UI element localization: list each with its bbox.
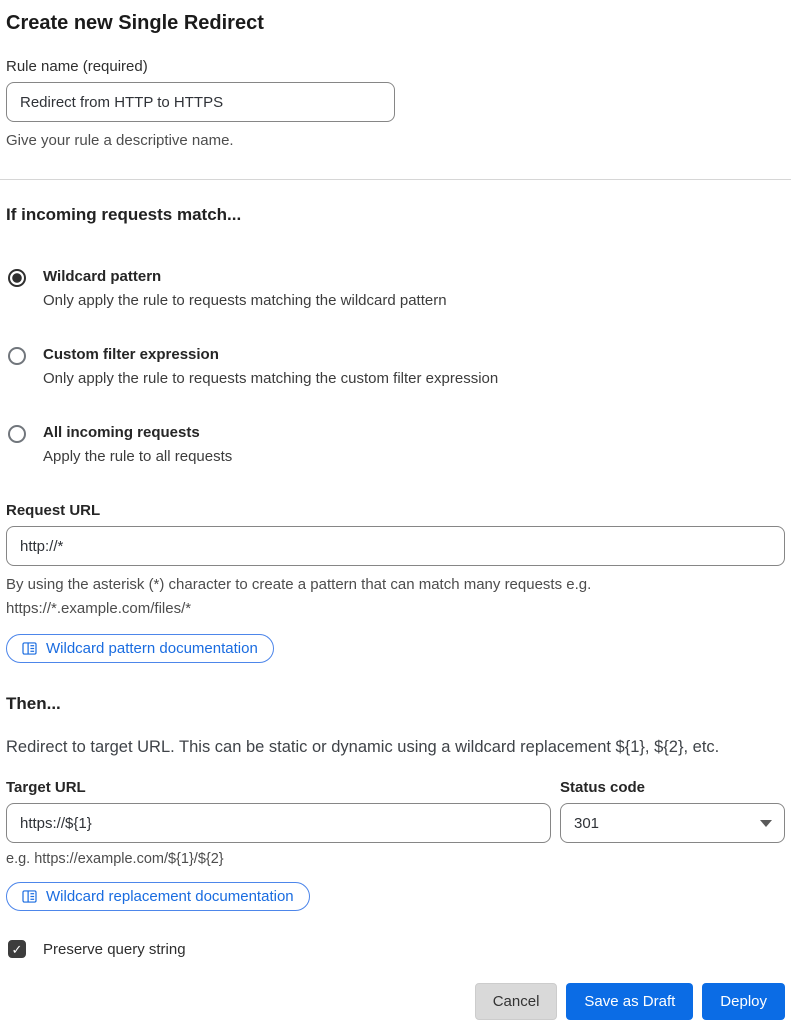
option-description: Only apply the rule to requests matching the custom filter expression xyxy=(43,370,499,387)
check-icon: ✓ xyxy=(11,941,23,957)
request-url-input[interactable] xyxy=(6,526,785,566)
doc-button-label: Wildcard pattern documentation xyxy=(46,640,258,657)
status-code-select[interactable] xyxy=(560,803,785,843)
request-url-label: Request URL xyxy=(6,502,101,519)
request-url-help-line2: https://*.example.com/files/* xyxy=(6,600,192,617)
rule-name-help: Give your rule a descriptive name. xyxy=(6,132,234,149)
open-book-icon xyxy=(22,642,37,655)
target-url-input[interactable] xyxy=(6,803,551,843)
then-description: Redirect to target URL. This can be static or dynamic using a wildcard replacement ${1}, ${2}, etc. xyxy=(6,738,720,756)
option-description: Only apply the rule to requests matching the wildcard pattern xyxy=(43,292,447,309)
option-label: Custom filter expression xyxy=(43,346,219,363)
match-radio-1[interactable] xyxy=(8,347,26,365)
doc-button-label: Wildcard replacement documentation xyxy=(46,888,294,905)
preserve-query-row[interactable] xyxy=(6,940,785,958)
match-radio-0[interactable] xyxy=(8,269,26,287)
deploy-button[interactable]: Deploy xyxy=(702,983,785,1020)
wildcard-pattern-doc-button[interactable] xyxy=(6,634,274,663)
match-radio-2[interactable] xyxy=(8,425,26,443)
save-draft-button[interactable]: Save as Draft xyxy=(566,983,693,1020)
match-section-heading: If incoming requests match... xyxy=(6,205,242,224)
match-option-all-requests[interactable] xyxy=(6,424,785,465)
wildcard-replacement-doc-button[interactable] xyxy=(6,882,310,911)
option-label: Wildcard pattern xyxy=(43,268,162,285)
option-description: Apply the rule to all requests xyxy=(43,448,233,465)
match-option-wildcard-pattern[interactable] xyxy=(6,268,785,309)
rule-name-label: Rule name (required) xyxy=(6,58,148,75)
preserve-query-label: Preserve query string xyxy=(43,940,186,958)
target-url-help: e.g. https://example.com/${1}/${2} xyxy=(6,851,224,867)
rule-name-input[interactable] xyxy=(6,82,395,122)
request-url-help-line1: By using the asterisk (*) character to create a pattern that can match many requests e.g. xyxy=(6,576,592,593)
status-code-value: 301 xyxy=(574,814,600,832)
open-book-icon xyxy=(22,890,37,903)
footer-actions xyxy=(6,983,785,1020)
cancel-button[interactable]: Cancel xyxy=(475,983,558,1020)
section-divider xyxy=(0,179,791,180)
then-section-heading: Then... xyxy=(6,694,61,713)
target-url-label: Target URL xyxy=(6,779,86,796)
preserve-query-checkbox[interactable] xyxy=(8,940,26,958)
option-label: All incoming requests xyxy=(43,424,200,441)
caret-down-icon xyxy=(760,820,772,827)
match-options-group xyxy=(6,268,785,465)
request-url-help xyxy=(6,573,785,621)
status-code-label: Status code xyxy=(560,779,646,796)
match-option-custom-filter[interactable] xyxy=(6,346,785,387)
page-title: Create new Single Redirect xyxy=(6,12,264,34)
